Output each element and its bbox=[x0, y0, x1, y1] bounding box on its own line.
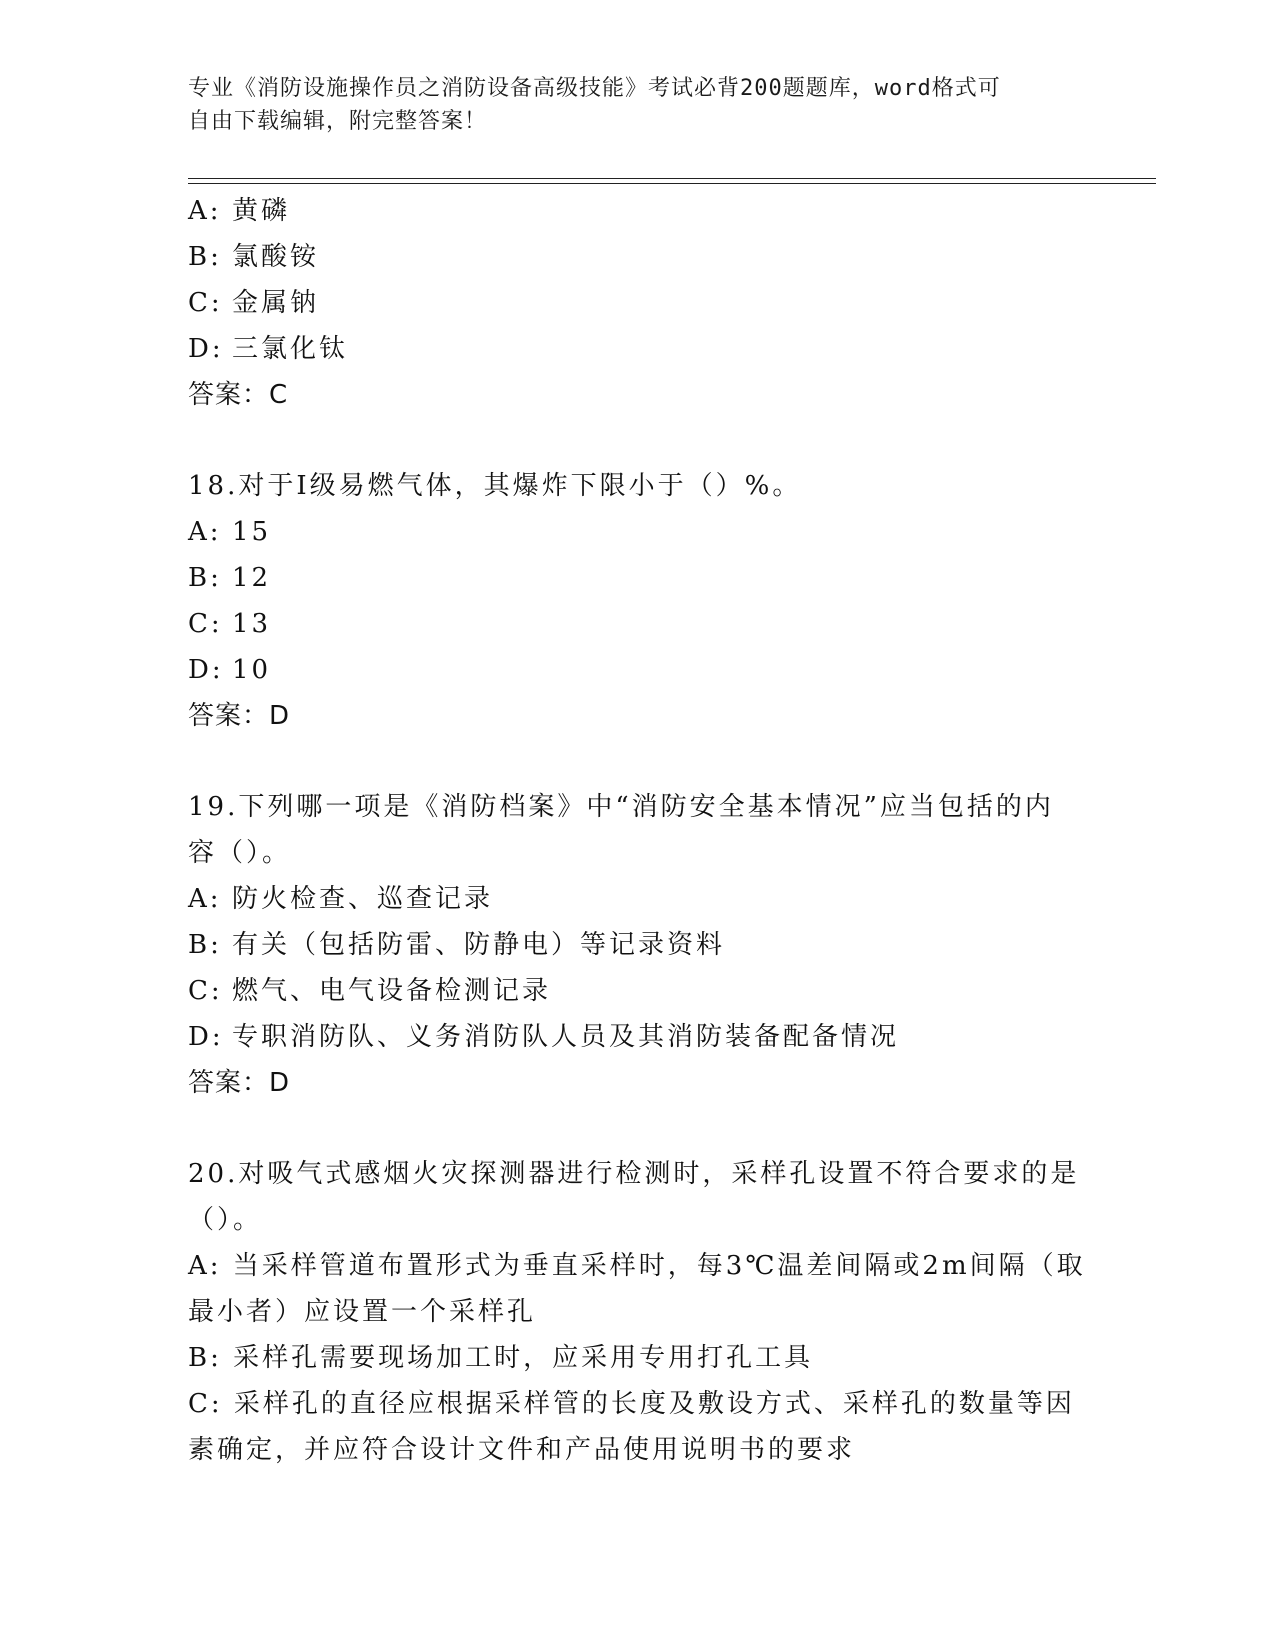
option-c: C: 金属钠 bbox=[188, 288, 320, 318]
option-d: D: 10 bbox=[188, 655, 272, 685]
question-18 bbox=[188, 463, 1078, 739]
header-rule-bottom bbox=[188, 183, 1156, 184]
option-a: A: 防火检查、巡查记录 bbox=[188, 884, 494, 914]
question-19 bbox=[188, 784, 1078, 1106]
option-a: A: 黄磷 bbox=[188, 196, 291, 226]
header-line-1: 专业《消防设施操作员之消防设备高级技能》考试必背200题题库，word格式可 bbox=[188, 76, 1001, 101]
option-c-line-1: C: 采样孔的直径应根据采样管的长度及敷设方式、采样孔的数量等因 bbox=[188, 1389, 1075, 1419]
question-stem: 18.对于Ⅰ级易燃气体，其爆炸下限小于（）%。 bbox=[188, 471, 802, 501]
option-c: C: 燃气、电气设备检测记录 bbox=[188, 976, 552, 1006]
answer: 答案：C bbox=[188, 380, 289, 410]
option-b: B: 12 bbox=[188, 563, 272, 593]
header-line-2: 自由下载编辑，附完整答案！ bbox=[188, 109, 488, 134]
option-d: D: 专职消防队、义务消防队人员及其消防装备配备情况 bbox=[188, 1022, 900, 1052]
option-b: B: 采样孔需要现场加工时，应采用专用打孔工具 bbox=[188, 1343, 814, 1373]
option-a-line-1: A: 当采样管道布置形式为垂直采样时，每3℃温差间隔或2m间隔（取 bbox=[188, 1251, 1086, 1281]
question-20 bbox=[188, 1151, 1086, 1473]
option-d: D: 三氯化钛 bbox=[188, 334, 349, 364]
question-17 bbox=[188, 188, 1078, 418]
question-list bbox=[188, 188, 1086, 1473]
option-b: B: 氯酸铵 bbox=[188, 242, 320, 272]
option-a-line-2: 最小者）应设置一个采样孔 bbox=[188, 1297, 537, 1327]
answer: 答案：D bbox=[188, 1068, 291, 1098]
question-stem-line-1: 20.对吸气式感烟火灾探测器进行检测时，采样孔设置不符合要求的是 bbox=[188, 1159, 1080, 1189]
option-b: B: 有关（包括防雷、防静电）等记录资料 bbox=[188, 930, 726, 960]
question-stem-line-2: （）。 bbox=[188, 1205, 263, 1235]
option-c: C: 13 bbox=[188, 609, 272, 639]
document-header bbox=[188, 72, 1068, 138]
option-c-line-2: 素确定，并应符合设计文件和产品使用说明书的要求 bbox=[188, 1435, 856, 1465]
header-rule-top bbox=[188, 178, 1156, 179]
answer: 答案：D bbox=[188, 701, 291, 731]
question-stem-line-2: 容（）。 bbox=[188, 838, 292, 868]
option-a: A: 15 bbox=[188, 517, 272, 547]
question-stem-line-1: 19.下列哪一项是《消防档案》中“消防安全基本情况”应当包括的内 bbox=[188, 792, 1054, 822]
